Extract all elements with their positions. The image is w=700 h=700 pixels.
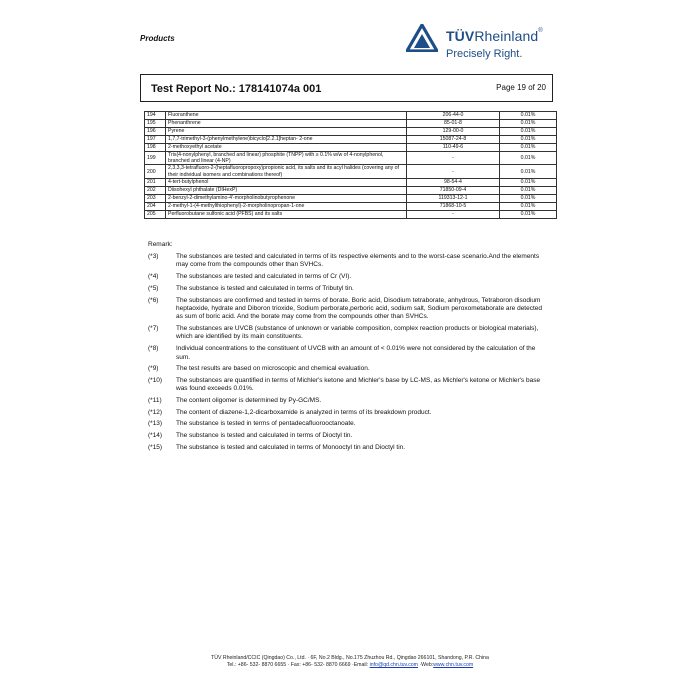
cell-cas: 98-54-4 xyxy=(407,178,500,186)
note-text: The substance is tested and calculated in terms of Dioctyl tin. xyxy=(176,432,353,440)
remark-note xyxy=(148,297,550,322)
note-tag: (*13) xyxy=(148,420,163,428)
remark-note xyxy=(148,273,550,281)
cell-name: 2-methoxyethyl acetate xyxy=(166,144,407,152)
note-text: The substances are confirmed and tested in terms of borate. Boric acid, Disodium tetraborate, anhydrous, Tetraboron disodium heptaoxide, hydrate and Diboron trioxide, Sodium perborate,perboric acid, sodium salt, Sodium peroxometaborate are detected as sum of boric acid. And the borate may come from the compounds other than SVHCs. xyxy=(176,296,543,321)
cell-cas: 85-01-8 xyxy=(407,120,500,128)
cell-name: Diisohexyl phthalate (DIHexP) xyxy=(166,186,407,194)
table-row xyxy=(145,178,557,186)
note-tag: (*15) xyxy=(148,443,163,451)
cell-name: 2-benzyl-2-dimethylamino-4'-morpholinobutyrophenone xyxy=(166,194,407,202)
note-text: The test results are based on microscopic and chemical evaluation. xyxy=(176,365,370,373)
cell-value: 0.01% xyxy=(500,186,557,194)
cell-name: Phenanthrene xyxy=(166,120,407,128)
cell-cas: 110-49-6 xyxy=(407,144,500,152)
cell-cas: 206-44-0 xyxy=(407,112,500,120)
cell-no: 198 xyxy=(145,144,166,152)
table-row xyxy=(145,112,557,120)
note-text: The substances are UVCB (substance of unknown or variable composition, complex reaction products or biological materials), which are identified by its main constituents. xyxy=(176,325,539,341)
cell-name: 2-methyl-1-(4-methylthiophenyl)-2-morpholinopropan-1-one xyxy=(166,202,407,210)
tuv-rheinland-logo xyxy=(406,22,566,66)
cell-name: Tris(4-nonylphenyl, branched and linear) phosphite (TNPP) with ≥ 0.1% w/w of 4-nonylphenol, branched and linear (4-NP) xyxy=(166,152,407,165)
remark-note xyxy=(148,397,550,405)
cell-value: 0.01% xyxy=(500,152,557,165)
note-text: The substances are tested and calculated in terms of Cr (VI). xyxy=(176,273,352,281)
note-text: The substance is tested in terms of pentadecafluorooctanoate. xyxy=(176,420,356,428)
report-header-box xyxy=(140,74,553,102)
note-text: The content oligomer is determined by Py-GC/MS. xyxy=(176,397,322,405)
cell-name: Fluoranthene xyxy=(166,112,407,120)
note-tag: (*7) xyxy=(148,325,159,333)
cell-value: 0.01% xyxy=(500,165,557,178)
cell-cas: - xyxy=(407,210,500,218)
note-text: The substance is tested and calculated in terms of Tributyl tin. xyxy=(176,284,354,292)
cell-no: 203 xyxy=(145,194,166,202)
table-row xyxy=(145,136,557,144)
cell-no: 199 xyxy=(145,152,166,165)
remark-label: Remark: xyxy=(148,241,173,248)
cell-cas: - xyxy=(407,152,500,165)
cell-name: Pyrene xyxy=(166,128,407,136)
note-tag: (*6) xyxy=(148,296,159,304)
cell-no: 197 xyxy=(145,136,166,144)
cell-name: 4-tert-butylphenol xyxy=(166,178,407,186)
cell-no: 202 xyxy=(145,186,166,194)
note-tag: (*3) xyxy=(148,253,159,260)
cell-no: 200 xyxy=(145,165,166,178)
remark-note xyxy=(148,444,550,452)
remark-notes xyxy=(148,253,550,456)
cell-cas: 119313-12-1 xyxy=(407,194,500,202)
cell-value: 0.01% xyxy=(500,178,557,186)
page-indicator: Page 19 of 20 xyxy=(496,83,546,92)
note-tag: (*5) xyxy=(148,284,159,292)
cell-value: 0.01% xyxy=(500,112,557,120)
note-tag: (*10) xyxy=(148,376,163,384)
cell-value: 0.01% xyxy=(500,210,557,218)
note-tag: (*12) xyxy=(148,408,163,416)
footer-email-link[interactable]: info@qd.chn.tuv.com xyxy=(369,662,418,668)
table-row xyxy=(145,186,557,194)
footer-contact: Tel.: +86- 532- 8870 6655 · Fax: +86- 532- 8870 6669 ·Email: info@qd.chn.tuv.com ·Web:www.chn.tuv.com xyxy=(226,662,474,668)
cell-no: 205 xyxy=(145,210,166,218)
brand-name: TÜVRheinland® xyxy=(446,28,543,44)
cell-cas: 71868-10-5 xyxy=(407,202,500,210)
triangle-logo-icon xyxy=(406,24,438,52)
section-label: Products xyxy=(140,34,175,43)
note-tag: (*14) xyxy=(148,432,163,440)
cell-value: 0.01% xyxy=(500,136,557,144)
cell-value: 0.01% xyxy=(500,144,557,152)
cell-value: 0.01% xyxy=(500,120,557,128)
cell-name: Perfluorobutane sulfonic acid (PFBS) and its salts xyxy=(166,210,407,218)
cell-name: 2,3,3,3-tetrafluoro-2-(heptafluoropropoxy)propionic acid, its salts and its acyl halides (covering any of their individual isomers and combinations thereof) xyxy=(166,165,407,178)
footer-web-link[interactable]: www.chn.tuv.com xyxy=(433,662,474,668)
cell-name: 1,7,7-trimethyl-3-(phenylmethylene)bicyclo[2.2.1]heptan- 2-one xyxy=(166,136,407,144)
table-row xyxy=(145,144,557,152)
table-row xyxy=(145,120,557,128)
remark-note xyxy=(148,345,550,362)
report-title: Test Report No.: 178141074a 001 xyxy=(151,83,322,95)
table-row xyxy=(145,202,557,210)
remark-note xyxy=(148,253,550,270)
cell-cas: 129-00-0 xyxy=(407,128,500,136)
cell-no: 194 xyxy=(145,112,166,120)
remark-note xyxy=(148,365,550,373)
note-text: The substances are tested and calculated in terms of its respective elements and to the worst-case scenario.And the elements may come from the compounds other than SVHCs. xyxy=(176,253,540,269)
remark-note xyxy=(148,409,550,417)
note-text: The substances are quantified in terms of Michler's ketone and Michler's base by LC-MS, as Michler's ketone or Michler's base was found exceeds 0.01%. xyxy=(176,376,541,393)
note-tag: (*11) xyxy=(148,397,162,405)
substances-table xyxy=(144,111,557,219)
cell-no: 195 xyxy=(145,120,166,128)
remark-note xyxy=(148,432,550,440)
note-tag: (*8) xyxy=(148,345,159,353)
remark-note xyxy=(148,325,550,342)
cell-value: 0.01% xyxy=(500,194,557,202)
remark-note xyxy=(148,420,550,428)
table-row xyxy=(145,210,557,218)
table-row xyxy=(145,194,557,202)
note-text: Individual concentrations to the constituent of UVCB with an amount of < 0.01% were not considered by the calculation of the sum. xyxy=(176,345,536,361)
footer-address: TÜV Rheinland/CCIC (Qingdao) Co., Ltd. · 6F, No.2 Bldg., No.175 Zhuzhou Rd., Qingdao 266101, Shandong, P.R. China xyxy=(211,655,489,661)
cell-cas: 15087-24-8 xyxy=(407,136,500,144)
cell-cas: 71850-09-4 xyxy=(407,186,500,194)
table-row xyxy=(145,128,557,136)
cell-cas: - xyxy=(407,165,500,178)
cell-no: 196 xyxy=(145,128,166,136)
table-row xyxy=(145,152,557,165)
note-text: The content of diazene-1,2-dicarboxamide is analyzed in terms of its breakdown product. xyxy=(176,408,432,416)
cell-value: 0.01% xyxy=(500,128,557,136)
cell-no: 204 xyxy=(145,202,166,210)
cell-value: 0.01% xyxy=(500,202,557,210)
brand-tagline: Precisely Right. xyxy=(446,48,523,60)
note-text: The substance is tested and calculated in terms of Monooctyl tin and Dioctyl tin. xyxy=(176,443,406,451)
table-row xyxy=(145,165,557,178)
remark-note xyxy=(148,285,550,293)
note-tag: (*9) xyxy=(148,365,159,373)
note-tag: (*4) xyxy=(148,273,159,281)
cell-no: 201 xyxy=(145,178,166,186)
remark-note xyxy=(148,377,550,394)
